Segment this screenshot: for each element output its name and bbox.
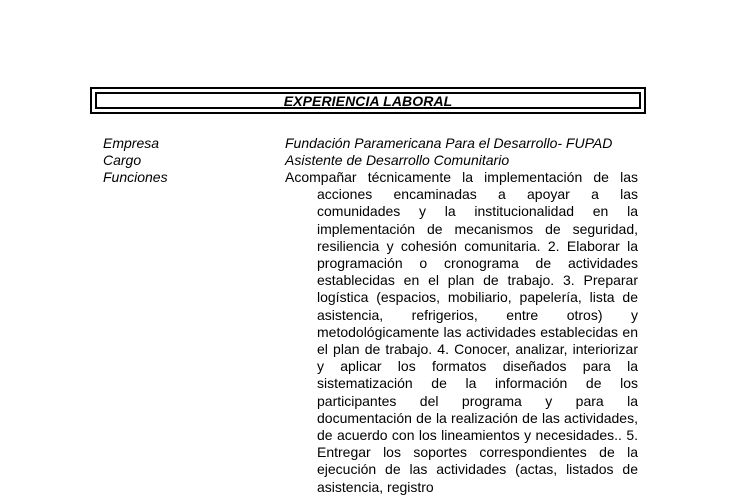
empresa-value: Fundación Paramericana Para el Desarrollo- FUPAD (285, 135, 613, 151)
section-header-box (90, 87, 646, 114)
funciones-label: Funciones (103, 169, 168, 185)
cargo-value: Asistente de Desarrollo Comunitario (285, 152, 510, 168)
section-header-inner (95, 92, 641, 109)
empresa-label: Empresa (103, 135, 160, 151)
funciones-text: Acompañar técnicamente la implementación de las acciones encaminadas a apoyar a las comunidades y la institucionalidad en la implementación de mecanismos de seguridad, resiliencia y cohesión comunitaria. 2. Elaborar la programación o cronograma de actividades establecidas en el plan de trabajo. 3. Preparar logística (espacios, mobiliario, papelería, lista de asistencia, refrigerios, entre otros) y metodológicamente las actividades establecidas en el plan de trabajo. 4. Conocer, analizar, interiorizar y aplicar los formatos diseñados para la sistematización de la información de los participantes del programa y para la documentación de la realización de las actividades, de acuerdo con los lineamientos y necesidades.. 5. Entregar los soportes correspondientes de la ejecución de las actividades (actas, listados de asistencia, registro (285, 169, 638, 495)
cargo-label: Cargo (103, 152, 142, 168)
section-title: EXPERIENCIA LABORAL (283, 92, 453, 109)
